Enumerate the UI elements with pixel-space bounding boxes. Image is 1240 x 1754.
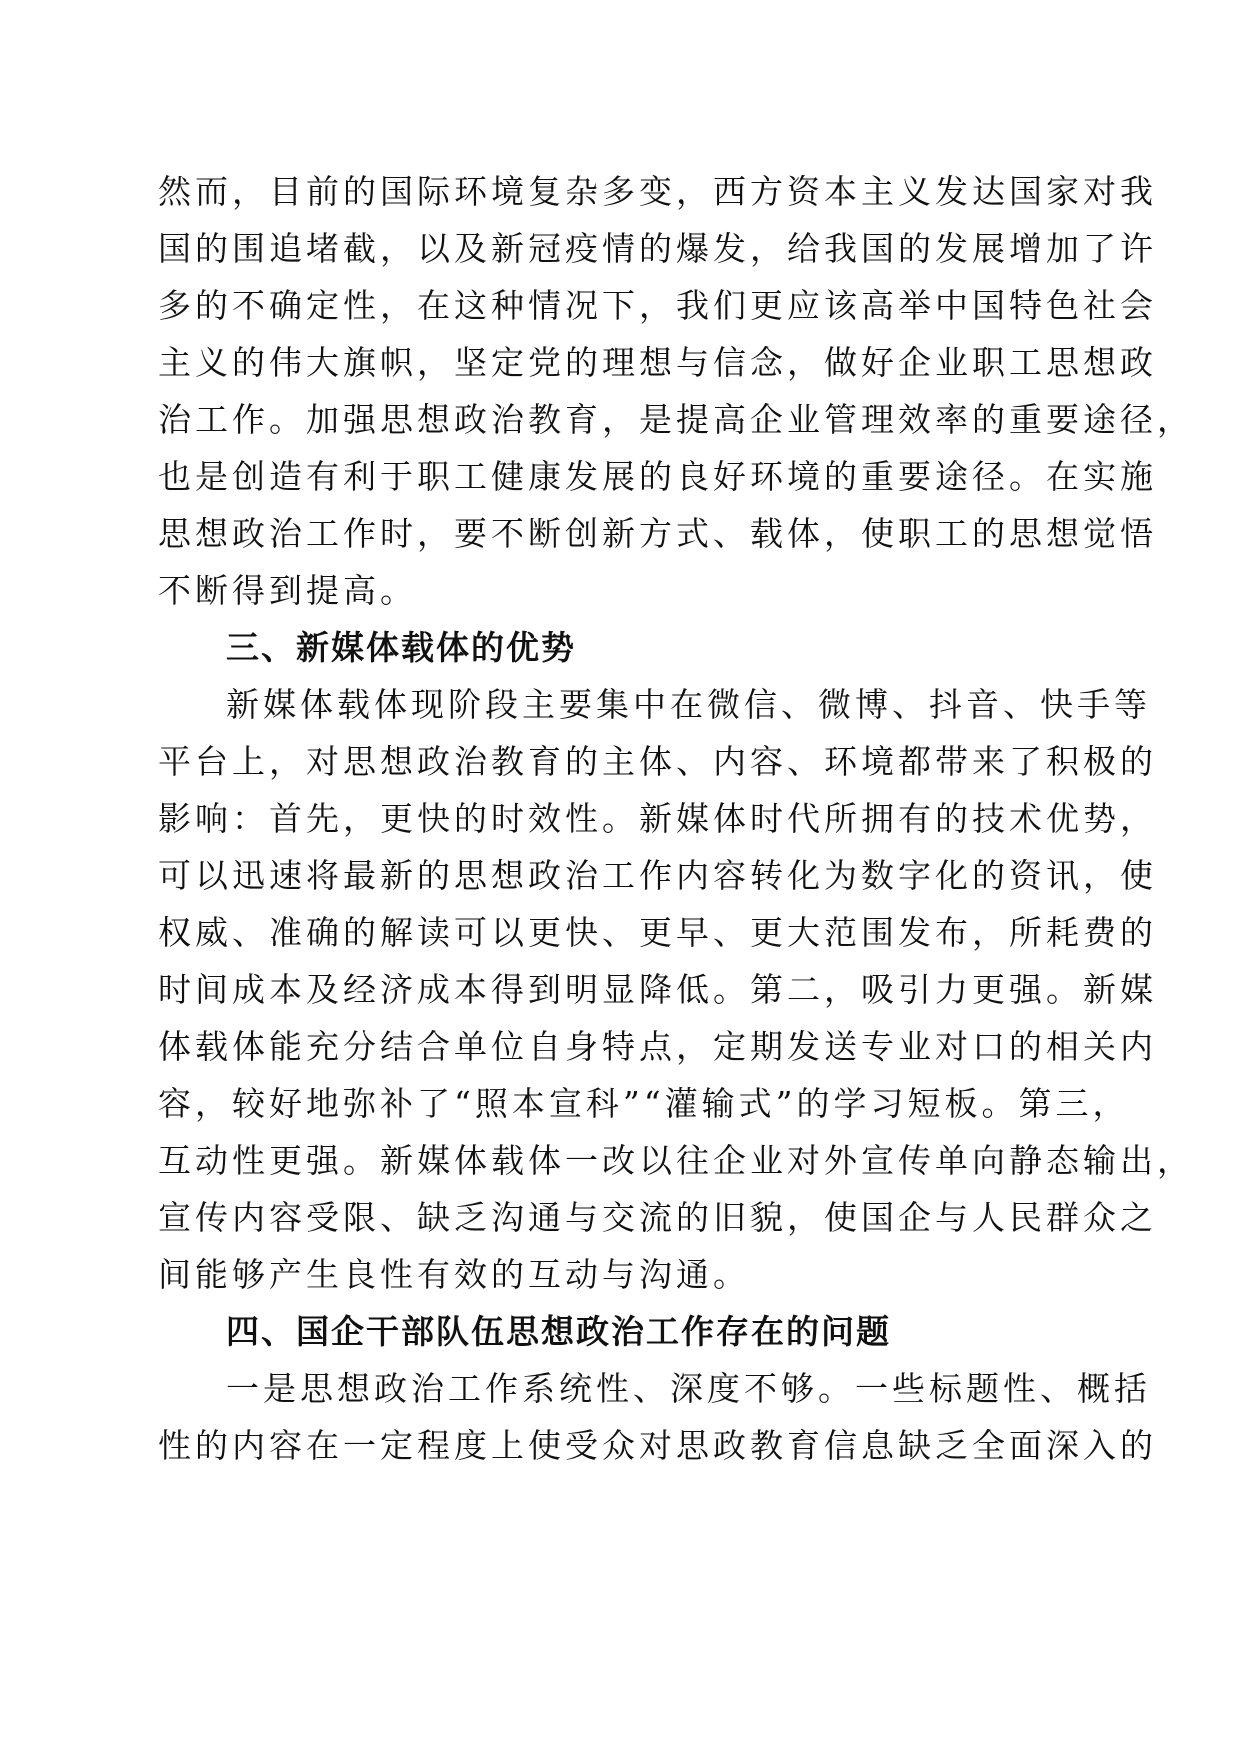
paragraph-2-line: 时间成本及经济成本得到明显降低。第二，吸引力更强。新媒	[158, 970, 1157, 1009]
paragraph-2-line: 容，较好地弥补了“照本宣科”“灌输式”的学习短板。第三，	[158, 1084, 1130, 1123]
paragraph-1-line: 也是创造有利于职工健康发展的良好环境的重要途径。在实施	[158, 457, 1157, 496]
paragraph-1-line: 治工作。加强思想政治教育，是提高企业管理效率的重要途径，	[158, 400, 1194, 439]
paragraph-1-line: 主义的伟大旗帜，坚定党的理想与信念，做好企业职工思想政	[158, 343, 1157, 382]
paragraph-3-line: 性的内容在一定程度上使受众对思政教育信息缺乏全面深入的	[158, 1426, 1157, 1465]
paragraph-2-line: 平台上，对思想政治教育的主体、内容、环境都带来了积极的	[158, 742, 1157, 781]
paragraph-2-line: 影响：首先，更快的时效性。新媒体时代所拥有的技术优势，	[158, 799, 1157, 838]
paragraph-2-line: 体载体能充分结合单位自身特点，定期发送专业对口的相关内	[158, 1027, 1157, 1066]
paragraph-2-line: 间能够产生良性有效的互动与沟通。	[158, 1255, 750, 1294]
paragraph-1-line: 国的围追堵截，以及新冠疫情的爆发，给我国的发展增加了许	[158, 229, 1157, 268]
section-heading-3: 三、新媒体载体的优势	[226, 628, 576, 667]
paragraph-2-line: 权威、准确的解读可以更快、更早、更大范围发布，所耗费的	[158, 913, 1157, 952]
paragraph-2-line: 互动性更强。新媒体载体一改以往企业对外宣传单向静态输出，	[158, 1141, 1194, 1180]
paragraph-1-line: 思想政治工作时，要不断创新方式、载体，使职工的思想觉悟	[158, 514, 1157, 553]
paragraph-1-line: 多的不确定性，在这种情况下，我们更应该高举中国特色社会	[158, 286, 1157, 325]
paragraph-1-line: 不断得到提高。	[158, 571, 417, 610]
paragraph-1-line: 然而，目前的国际环境复杂多变，西方资本主义发达国家对我	[158, 172, 1157, 211]
paragraph-2-line: 新媒体载体现阶段主要集中在微信、微博、抖音、快手等	[226, 685, 1151, 724]
paragraph-2-line: 可以迅速将最新的思想政治工作内容转化为数字化的资讯，使	[158, 856, 1157, 895]
document-body	[158, 163, 1194, 1474]
section-heading-4: 四、国企干部队伍思想政治工作存在的问题	[226, 1312, 891, 1351]
paragraph-2-line: 宣传内容受限、缺乏沟通与交流的旧貌，使国企与人民群众之	[158, 1198, 1157, 1237]
paragraph-3-line: 一是思想政治工作系统性、深度不够。一些标题性、概括	[226, 1369, 1151, 1408]
